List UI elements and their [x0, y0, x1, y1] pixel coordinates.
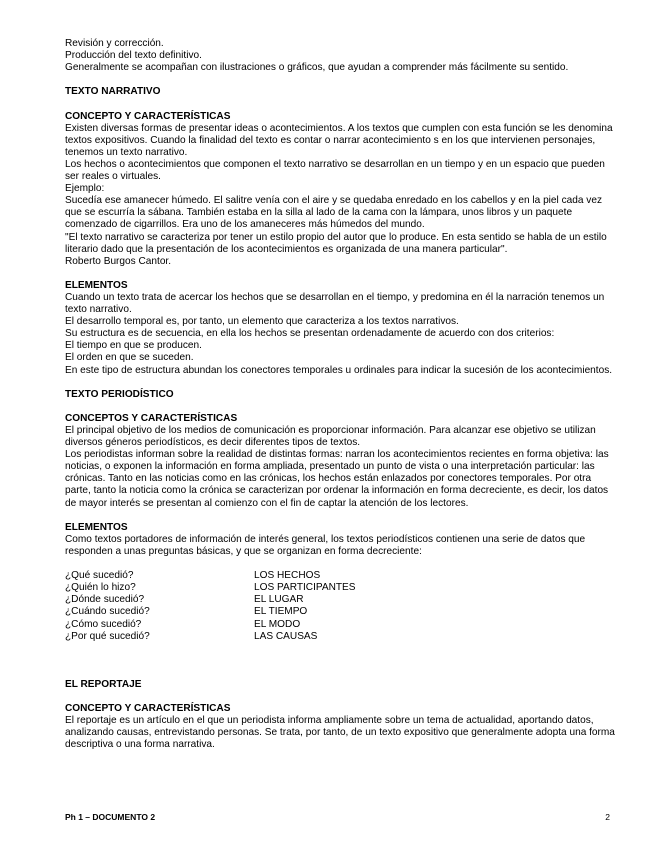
section-title-reportaje: EL REPORTAJE	[65, 678, 142, 690]
document-page	[65, 38, 617, 752]
question: ¿Por qué sucedió?	[65, 630, 150, 642]
paragraph: Sucedía ese amanecer húmedo. El salitre venía con el aire y se quedaba enredado en los cabellos y en la piel cada vez que se escurría la sábana. También estaba en la silla al lado de la cama con la lámpara, unos libros y un paquete comenzado de cigarrillos. Era uno de los amaneceres más húmedos del mundo.	[65, 195, 602, 231]
paragraph: Existen diversas formas de presentar ideas o acontecimientos. A los textos que cumplen con esta función se les denomina textos expositivos. Cuando la finalidad del texto es contar o narrar acontecimiento s en los que intervienen personajes, tenemos un texto narrativo.	[65, 122, 613, 158]
section-title-narrativo: TEXTO NARRATIVO	[65, 86, 161, 98]
answer: EL TIEMPO	[254, 606, 308, 618]
answer: LAS CAUSAS	[254, 630, 318, 642]
paragraph: El tiempo en que se producen.	[65, 340, 202, 352]
answer: LOS HECHOS	[254, 570, 321, 582]
question-row	[65, 631, 617, 643]
answer: EL MODO	[254, 618, 301, 630]
question-row	[65, 594, 617, 606]
questions-list	[65, 570, 617, 643]
paragraph: El orden en que se suceden.	[65, 352, 194, 364]
question-row	[65, 582, 617, 594]
paragraph: El principal objetivo de los medios de comunicación es proporcionar información. Para alcanzar ese objetivo se utilizan diversos géneros periodísticos, es decir diferentes tipos de textos.	[65, 425, 596, 449]
paragraph: Los hechos o acontecimientos que componen el texto narrativo se desarrollan en un tiempo y en un espacio que pueden ser reales o virtuales.	[65, 158, 605, 183]
paragraph: El desarrollo temporal es, por tanto, un elemento que caracteriza a los textos narrativos.	[65, 316, 459, 328]
paragraph: El reportaje es un artículo en el que un periodista informa ampliamente sobre un tema de actualidad, aportando datos, analizando causas, entrevistando personas. Se trata, por tanto, de un texto expositivo que generalmente adopta una forma descriptiva o una forma narrativa.	[65, 715, 615, 751]
question: ¿Qué sucedió?	[65, 570, 134, 582]
intro-line: Revisión y corrección.	[65, 38, 164, 49]
subsection-heading: CONCEPTOS Y CARACTERÍSTICAS	[65, 412, 238, 424]
paragraph: Cuando un texto trata de acercar los hechos que se desarrollan en el tiempo, y predomina en él la narración tenemos un texto narrativo.	[65, 291, 605, 316]
question-row	[65, 606, 617, 618]
intro-line: Generalmente se acompañan con ilustraciones o gráficos, que ayudan a comprender más fácilmente su sentido.	[65, 62, 569, 74]
paragraph: Como textos portadores de información de interés general, los textos periodísticos contienen una serie de datos que responden a unas preguntas básicas, y que se organizan en forma decreciente:	[65, 533, 586, 557]
intro-line: Producción del texto definitivo.	[65, 50, 202, 62]
paragraph: Los periodistas informan sobre la realidad de distintas formas: narran los acontecimientos recientes en forma objetiva: las noticias, o exponen la información en forma ampliada, presentado un punto de vista o una interpretación particular: las crónicas. Tanto en las noticias como en las crónicas, los hechos están enlazados por conectores temporales. Por otra parte, tanto la noticia como la crónica se caracterizan por ordenar la información en forma decreciente, es decir, los datos de mayor interés se presentan al comienzo con el fin de captar la atención de los lectores.	[65, 449, 609, 509]
subsection-heading: ELEMENTOS	[65, 521, 128, 533]
question: ¿Quién lo hizo?	[65, 582, 136, 594]
paragraph: Su estructura es de secuencia, en ella los hechos se presentan ordenadamente de acuerdo con dos criterios:	[65, 328, 555, 340]
question-row	[65, 570, 617, 582]
answer: LOS PARTICIPANTES	[254, 582, 356, 594]
paragraph: Ejemplo:	[65, 183, 105, 195]
question-row	[65, 619, 617, 631]
page-number: 2	[605, 812, 610, 822]
quote: "El texto narrativo se caracteriza por tener un estilo propio del autor que lo produce. En esta sentido se habla de un estilo literario dado que la presentación de los acontecimientos es organizada de una manera particular".	[65, 231, 607, 255]
footer-label: Ph 1 – DOCUMENTO 2	[65, 812, 156, 822]
page-footer	[65, 812, 610, 822]
subsection-heading: CONCEPTO Y CARACTERÍSTICAS	[65, 703, 231, 715]
paragraph: En este tipo de estructura abundan los conectores temporales u ordinales para indicar la sucesión de los acontecimientos.	[65, 364, 613, 376]
question: ¿Dónde sucedió?	[65, 594, 145, 606]
answer: EL LUGAR	[254, 594, 304, 606]
section-title-periodistico: TEXTO PERIODÍSTICO	[65, 388, 174, 400]
quote-author: Roberto Burgos Cantor.	[65, 255, 172, 267]
subsection-heading: ELEMENTOS	[65, 279, 128, 291]
question: ¿Cómo sucedió?	[65, 618, 142, 630]
subsection-heading: CONCEPTO Y CARACTERÍSTICAS	[65, 110, 231, 122]
question: ¿Cuándo sucedió?	[65, 606, 150, 618]
